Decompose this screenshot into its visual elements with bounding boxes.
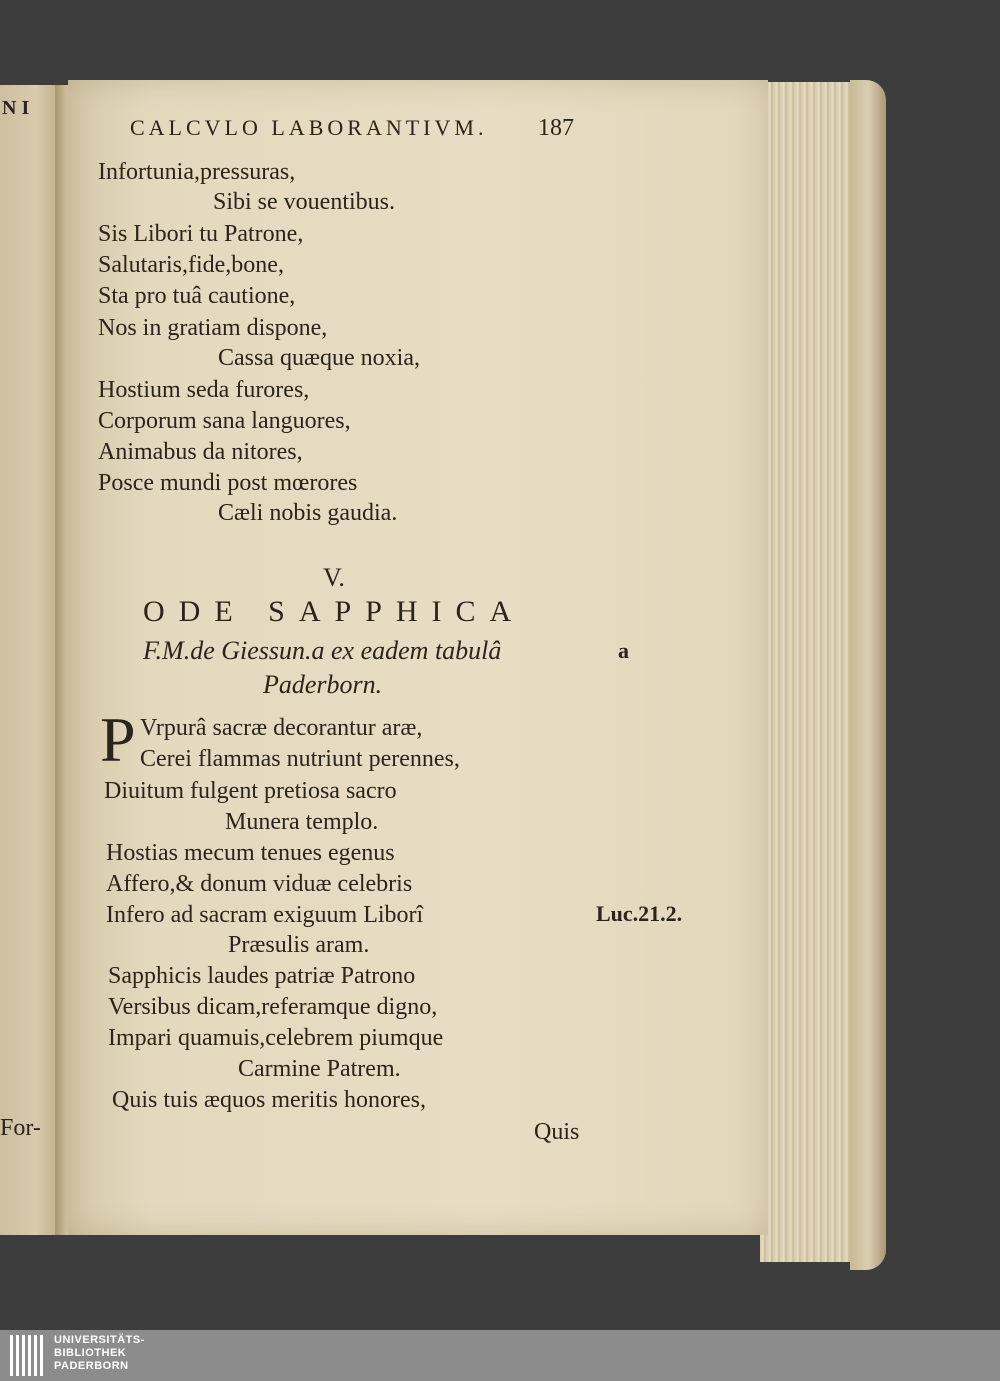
verse-line: Sibi se vouentibus. (213, 189, 396, 215)
verse-line: Cæli nobis gaudia. (218, 500, 398, 526)
library-logo-text (54, 1334, 145, 1373)
left-page-fragment-top: N I (2, 97, 30, 119)
verse-line: Sta pro tuâ cautione, (98, 283, 296, 309)
verse-line: Præsulis aram. (228, 932, 370, 958)
running-title: CALCVLO LABORANTIVM. (130, 115, 488, 140)
verse-line: Diuitum fulgent pretiosa sacro (104, 778, 397, 804)
verse-line: Posce mundi post mœrores (98, 470, 358, 496)
catchword: Quis (534, 1119, 580, 1145)
library-footer-bar (0, 1330, 1000, 1381)
book-page (68, 80, 768, 1235)
ode-subtitle: F.M.de Giessun.a ex eadem tabulâ (143, 636, 502, 665)
book-cover-edge (850, 80, 886, 1270)
verse-line: Munera templo. (225, 809, 379, 835)
verse-line: Versibus dicam,referamque digno, (108, 994, 438, 1020)
previous-page-edge (0, 85, 60, 1235)
library-logo-icon (8, 1333, 48, 1378)
verse-line: Nos in gratiam dispone, (98, 315, 328, 341)
left-page-fragment-bottom: For- (0, 1115, 41, 1141)
verse-line: Affero,& donum viduæ celebris (106, 871, 413, 897)
marginal-note-luke: Luc.21.2. (596, 901, 683, 926)
verse-line: Animabus da nitores, (98, 439, 303, 465)
ode-title: ODE SAPPHICA (143, 595, 526, 628)
verse-line: Salutaris,fide,bone, (98, 252, 284, 278)
verse-line: Sapphicis laudes patriæ Patrono (108, 963, 416, 989)
verse-line: Cassa quæque noxia, (218, 345, 420, 371)
verse-line: Hostium seda furores, (98, 377, 310, 403)
verse-line: Hostias mecum tenues egenus (106, 840, 395, 866)
verse-line: Corporum sana languores, (98, 408, 351, 434)
logo-line: PADERBORN (54, 1360, 129, 1372)
verse-line: Impari quamuis,celebrem piumque (108, 1025, 444, 1051)
verse-line: Carmine Patrem. (238, 1056, 401, 1082)
ode-subtitle-place: Paderborn. (263, 670, 383, 699)
verse-line: Sis Libori tu Patrone, (98, 221, 304, 247)
verse-line: Infero ad sacram exiguum Liborî (106, 902, 424, 928)
section-number: V. (323, 563, 345, 592)
verse-line: Infortunia,pressuras, (98, 159, 296, 185)
folio-number: 187 (538, 115, 574, 141)
verse-line: Cerei flammas nutriunt perennes, (140, 746, 460, 772)
verse-line: Quis tuis æquos meritis honores, (112, 1087, 427, 1113)
logo-line: UNIVERSITÄTS- (54, 1334, 145, 1346)
drop-capital: P (100, 704, 136, 775)
marginal-note-a: a (618, 638, 629, 663)
verse-line: Vrpurâ sacræ decorantur aræ, (140, 715, 423, 741)
logo-line: BIBLIOTHEK (54, 1347, 127, 1359)
